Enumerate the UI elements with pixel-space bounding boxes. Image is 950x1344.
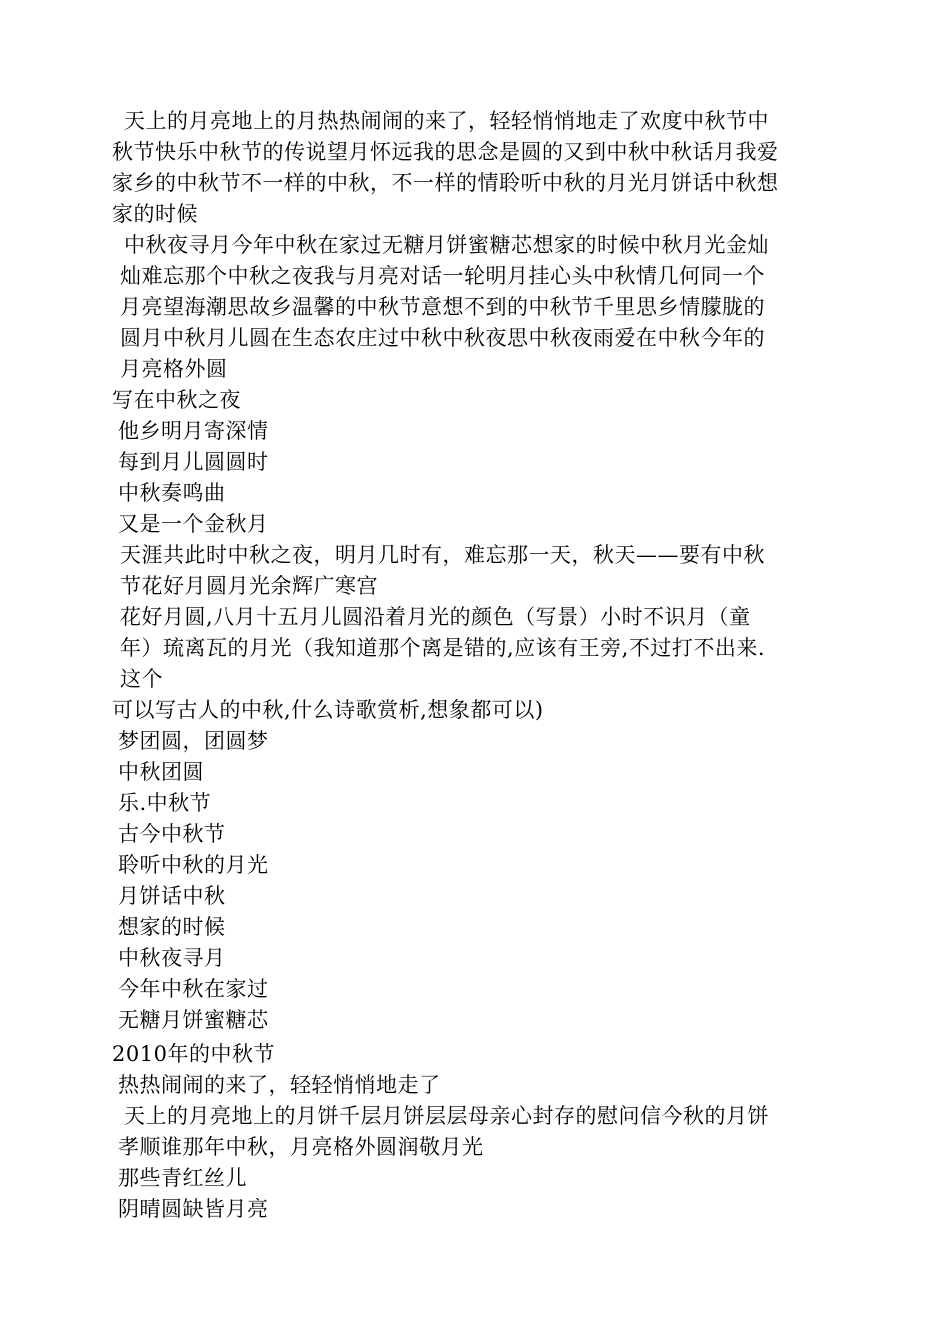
text-line: 古今中秋节 — [118, 822, 226, 846]
text-line: 每到月儿圆圆时 — [118, 450, 269, 474]
text-line: 阴晴圆缺皆月亮 — [118, 1197, 269, 1221]
text-line: 灿难忘那个中秋之夜我与月亮对话一轮明月挂心头中秋情几何同一个 — [120, 264, 765, 288]
text-line: 天上的月亮地上的月饼千层月饼层层母亲心封存的慰问信今秋的月饼 — [124, 1104, 769, 1128]
text-line: 家的时候 — [112, 202, 198, 226]
text-line: 花好月圆,八月十五月儿圆沿着月光的颜色（写景）小时不识月（童 — [120, 605, 751, 629]
text-line: 无糖月饼蜜糖芯 — [118, 1008, 269, 1032]
text-line: 月亮望海潮思故乡温馨的中秋节意想不到的中秋节千里思乡情朦胧的 — [120, 295, 765, 319]
text-line: 那些青红丝儿 — [118, 1166, 247, 1190]
text-line: 天涯共此时中秋之夜，明月几时有，难忘那一天，秋天——要有中秋 — [120, 543, 765, 567]
text-line: 中秋奏鸣曲 — [118, 481, 226, 505]
text-line: 梦团圆，团圆梦 — [118, 729, 269, 753]
text-line: 想家的时候 — [118, 915, 226, 939]
text-line: 月亮格外圆 — [120, 357, 228, 381]
text-line: 中秋团圆 — [118, 760, 204, 784]
text-line: 中秋夜寻月 — [118, 946, 226, 970]
text-line: 节花好月圆月光余辉广寒宫 — [120, 574, 378, 598]
text-line: 年）琉离瓦的月光（我知道那个离是错的,应该有王旁,不过打不出来. — [120, 636, 766, 660]
text-line: 今年中秋在家过 — [118, 977, 269, 1001]
text-line: 天上的月亮地上的月热热闹闹的来了，轻轻悄悄地走了欢度中秋节中 — [124, 109, 769, 133]
text-line: 家乡的中秋节不一样的中秋，不一样的情聆听中秋的月光月饼话中秋想 — [112, 171, 779, 195]
text-line: 中秋夜寻月今年中秋在家过无糖月饼蜜糖芯想家的时候中秋月光金灿 — [124, 233, 769, 257]
text-line: 孝顺谁那年中秋，月亮格外圆润敬月光 — [118, 1135, 484, 1159]
text-line: 2010年的中秋节 — [112, 1042, 275, 1066]
text-line: 秋节快乐中秋节的传说望月怀远我的思念是圆的又到中秋中秋话月我爱 — [112, 140, 779, 164]
text-line: 月饼话中秋 — [118, 884, 226, 908]
text-line: 圆月中秋月儿圆在生态农庄过中秋中秋夜思中秋夜雨爱在中秋今年的 — [120, 326, 765, 350]
text-line: 聆听中秋的月光 — [118, 853, 269, 877]
text-line: 又是一个金秋月 — [118, 512, 269, 536]
text-line: 他乡明月寄深情 — [118, 419, 269, 443]
text-line: 写在中秋之夜 — [112, 388, 241, 412]
text-line: 热热闹闹的来了，轻轻悄悄地走了 — [118, 1073, 441, 1097]
text-line: 这个 — [120, 667, 163, 691]
text-line: 乐.中秋节 — [118, 791, 212, 815]
text-line: 可以写古人的中秋,什么诗歌赏析,想象都可以) — [112, 698, 544, 722]
